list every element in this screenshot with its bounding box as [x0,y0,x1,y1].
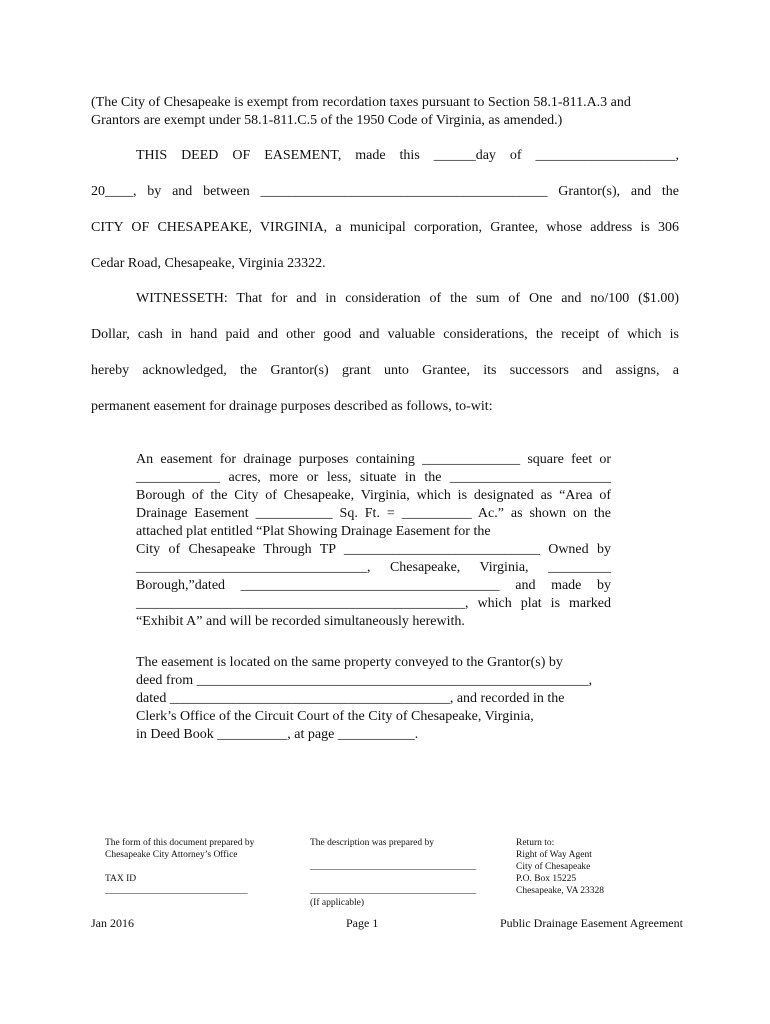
footer-page-number: Page 1 [346,916,379,930]
return-to-line: Chesapeake, VA 23328 [516,886,605,896]
location-line: in Deed Book __________, at page ___________. [136,727,419,742]
deed-intro-line-4: Cedar Road, Chesapeake, Virginia 23322. [91,256,326,271]
easement-line: City of Chesapeake Through TP ____________________________ Owned by [136,542,611,557]
prepared-by-column [105,837,254,897]
description-prepared-blank-2: ___________________________________ [310,886,477,896]
easement-line: Borough of the City of Chesapeake, Virginia, which is designated as “Area of [136,488,611,503]
footer-date: Jan 2016 [91,916,134,930]
easement-line: attached plat entitled “Plat Showing Drainage Easement for the [136,524,491,539]
return-to-line: City of Chesapeake [516,862,591,872]
deed-intro-line-2: 20____, by and between _________________________________________ Grantor(s), and the [91,184,679,199]
location-line: dated ________________________________________, and recorded in the [136,691,565,706]
easement-line: _________________________________, Chesapeake, Virginia, _________ [136,560,611,575]
location-line: Clerk’s Office of the Circuit Court of the City of Chesapeake, Virginia, [136,709,534,724]
easement-line: ____________ acres, more or less, situate in the _______________________ [136,470,611,485]
witnesseth-line-1: WITNESSETH: That for and in consideration of the sum of One and no/100 ($1.00) [136,291,679,306]
if-applicable-note: (If applicable) [310,898,365,908]
witnesseth-line-4: permanent easement for drainage purposes described as follows, to-wit: [91,399,493,414]
deed-intro-line-1: THIS DEED OF EASEMENT, made this ______day of ____________________, [136,148,679,163]
easement-line: “Exhibit A” and will be recorded simultaneously herewith. [136,614,465,629]
return-to-line: Right of Way Agent [516,850,592,860]
prepared-by-office: Chesapeake City Attorney’s Office [105,850,238,860]
location-line: deed from ________________________________________________________, [136,673,593,688]
witnesseth-line-2: Dollar, cash in hand paid and other good and valuable considerations, the receipt of which is [91,327,679,342]
tax-exempt-note-line-2: Grantors are exempt under 58.1-811.C.5 of the 1950 Code of Virginia, as amended.) [91,113,563,128]
return-to-label: Return to: [516,838,555,848]
property-location [136,654,600,744]
tax-id-blank: ______________________________ [105,886,248,896]
tax-exempt-note-line-1: (The City of Chesapeake is exempt from recordation taxes pursuant to Section 58.1-811.A.3 and [91,95,631,110]
location-line: The easement is located on the same property conveyed to the Grantor(s) by [136,655,563,670]
easement-line: Drainage Easement ___________ Sq. Ft. = __________ Ac.” as shown on the [136,506,611,521]
easement-line: An easement for drainage purposes containing ______________ square feet or [136,452,611,467]
easement-line: _______________________________________________, which plat is marked [136,596,611,611]
return-to-column [516,837,604,897]
witnesseth-line-3: hereby acknowledged, the Grantor(s) grant unto Grantee, its successors and assigns, a [91,363,679,378]
prepared-by-label: The form of this document prepared by [105,838,255,848]
description-prepared-blank: ___________________________________ [310,862,477,872]
tax-id-label: TAX ID [105,874,137,884]
description-prepared-label: The description was prepared by [310,838,434,848]
deed-intro-line-3: CITY OF CHESAPEAKE, VIRGINIA, a municipal corporation, Grantee, whose address is 306 [91,220,679,235]
footer-document-title: Public Drainage Easement Agreement [500,916,683,930]
easement-description [136,451,611,631]
description-prepared-column [310,837,476,909]
easement-line: Borough,”dated _____________________________________ and made by [136,578,611,593]
return-to-line: P.O. Box 15225 [516,874,577,884]
